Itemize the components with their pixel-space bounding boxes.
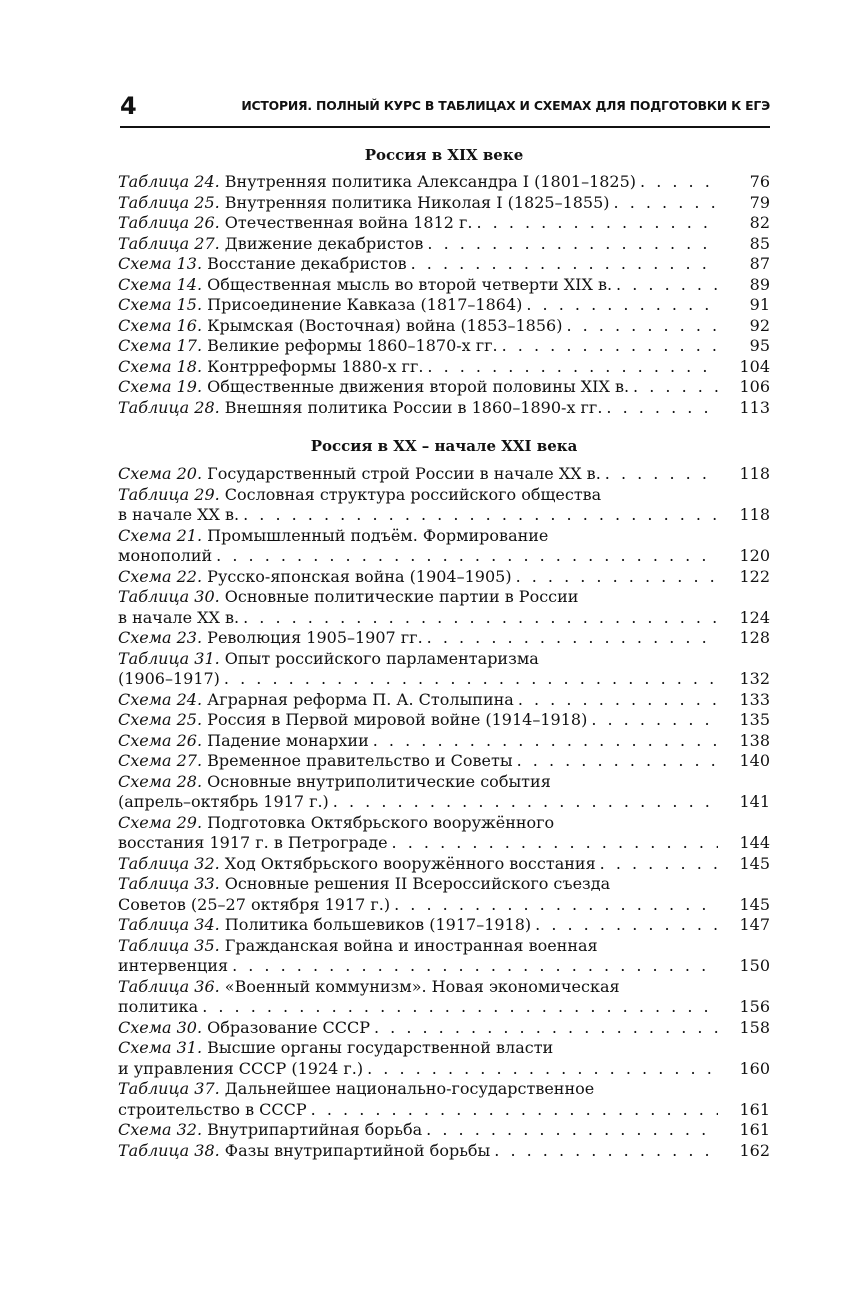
toc-entry[interactable] bbox=[118, 813, 770, 854]
toc-entry-page: 133 bbox=[739, 689, 770, 709]
toc-entry-title: Общественная мысль во второй четверти XIX в. bbox=[207, 274, 613, 294]
toc-entry[interactable] bbox=[118, 1141, 770, 1162]
dot-leader bbox=[232, 956, 718, 977]
toc-entry-page: 118 bbox=[739, 505, 770, 524]
toc-entry[interactable] bbox=[118, 193, 770, 214]
dot-leader bbox=[373, 731, 718, 752]
running-title: ИСТОРИЯ. ПОЛНЫЙ КУРС В ТАБЛИЦАХ И СХЕМАХ ДЛЯ ПОДГОТОВКИ К ЕГЭ bbox=[241, 98, 770, 113]
dot-leader bbox=[600, 854, 718, 875]
toc-entry-title: Русско-японская война (1904–1905) bbox=[207, 566, 512, 586]
toc-entry[interactable] bbox=[118, 316, 770, 337]
dot-leader bbox=[411, 254, 718, 275]
toc-entry-title: Фазы внутрипартийной борьбы bbox=[224, 1140, 491, 1160]
dot-leader bbox=[202, 997, 718, 1018]
toc-entry-label: Схема 29. bbox=[118, 812, 203, 832]
toc-entry-label: Таблица 29. bbox=[118, 484, 220, 504]
dot-leader bbox=[374, 1018, 718, 1039]
toc-entry-title: Внешняя политика России в 1860–1890-х гг. bbox=[224, 397, 603, 417]
toc-entry-page: 161 bbox=[739, 1120, 770, 1139]
toc-entry-title: Внутренняя политика Александра I (1801–1825) bbox=[224, 172, 637, 191]
toc-entry-label: Таблица 35. bbox=[118, 935, 220, 955]
toc-entry-title: Падение монархии bbox=[207, 730, 369, 750]
toc-entry-page: 85 bbox=[749, 233, 770, 253]
toc-entry-label: Таблица 26. bbox=[118, 213, 220, 232]
dot-leader bbox=[566, 316, 718, 337]
toc-entry-label: Таблица 25. bbox=[118, 192, 220, 212]
dot-leader bbox=[392, 833, 718, 854]
toc-entry-label: Таблица 30. bbox=[118, 587, 220, 606]
toc-entry-title: (1906–1917) bbox=[118, 669, 220, 688]
toc-entry-title: Внутрипартийная борьба bbox=[207, 1120, 423, 1139]
dot-leader bbox=[502, 336, 718, 357]
toc-entry[interactable] bbox=[118, 731, 770, 752]
toc-entry-page: 147 bbox=[739, 915, 770, 934]
toc-entry-title: Основные внутриполитические события bbox=[207, 771, 551, 791]
toc-entry-label: Схема 30. bbox=[118, 1017, 203, 1037]
page-header bbox=[120, 92, 770, 128]
dot-leader bbox=[426, 1120, 718, 1141]
toc-entry[interactable] bbox=[118, 874, 770, 915]
toc-entry-title: в начале XX в. bbox=[118, 607, 240, 627]
dot-leader bbox=[394, 895, 718, 916]
toc-entry-page: 138 bbox=[739, 730, 770, 750]
toc-entry-title: Движение декабристов bbox=[224, 233, 424, 253]
toc-entry-page: 124 bbox=[739, 607, 770, 627]
toc-entry-label: Схема 23. bbox=[118, 628, 203, 647]
dot-leader bbox=[311, 1100, 718, 1121]
toc-entry-title: Подготовка Октябрьского вооружённого bbox=[207, 812, 555, 832]
toc-entry-title: Основные решения II Всероссийского съезда bbox=[224, 874, 611, 893]
toc-entry[interactable] bbox=[118, 1018, 770, 1039]
toc-entry-title: Восстание декабристов bbox=[207, 254, 407, 273]
toc-entry[interactable] bbox=[118, 1079, 770, 1120]
toc-entry-page: 161 bbox=[739, 1099, 770, 1119]
toc-entry[interactable] bbox=[118, 526, 770, 567]
toc-entry-title: монополий bbox=[118, 546, 213, 565]
toc-entry-page: 135 bbox=[739, 710, 770, 729]
toc-entry[interactable] bbox=[118, 1038, 770, 1079]
toc-entry-title: Дальнейшее национально-государственное bbox=[224, 1079, 595, 1098]
toc-entry-title: Россия в Первой мировой войне (1914–1918) bbox=[207, 710, 588, 729]
toc-entry-page: 156 bbox=[739, 997, 770, 1016]
toc-entry[interactable] bbox=[118, 854, 770, 875]
toc-entry-title: Высшие органы государственной власти bbox=[207, 1038, 554, 1057]
toc-entry[interactable] bbox=[118, 275, 770, 296]
toc-entry-title: Гражданская война и иностранная военная bbox=[224, 935, 598, 955]
toc-entry[interactable] bbox=[118, 464, 770, 485]
toc-entry-page: 160 bbox=[739, 1058, 770, 1078]
toc-entry-title: Присоединение Кавказа (1817–1864) bbox=[207, 295, 523, 314]
toc-entry-title: в начале XX в. bbox=[118, 505, 240, 524]
dot-leader bbox=[614, 193, 718, 214]
toc-entry[interactable] bbox=[118, 377, 770, 398]
toc-entry-title: Образование СССР bbox=[207, 1017, 370, 1037]
toc-entry[interactable] bbox=[118, 213, 770, 234]
dot-leader bbox=[333, 792, 718, 813]
toc-entry-label: Схема 27. bbox=[118, 751, 203, 770]
toc-entry-label: Схема 31. bbox=[118, 1038, 203, 1057]
toc-entry-page: 79 bbox=[749, 192, 770, 212]
dot-leader bbox=[616, 275, 718, 296]
toc-entry-title: Советов (25–27 октября 1917 г.) bbox=[118, 894, 391, 914]
toc-entry[interactable] bbox=[118, 710, 770, 731]
dot-leader bbox=[427, 234, 718, 255]
toc-entry-page: 128 bbox=[739, 628, 770, 647]
toc-entry-page: 106 bbox=[739, 377, 770, 396]
toc-entry-label: Схема 24. bbox=[118, 689, 203, 709]
toc-entry[interactable] bbox=[118, 1120, 770, 1141]
toc-entry[interactable] bbox=[118, 977, 770, 1018]
dot-leader bbox=[216, 546, 718, 567]
toc-entry-page: 141 bbox=[739, 792, 770, 811]
toc-entry[interactable] bbox=[118, 690, 770, 711]
toc-entry-label: Схема 20. bbox=[118, 464, 203, 483]
toc-entry-label: Таблица 34. bbox=[118, 915, 220, 934]
toc-entry-label: Таблица 38. bbox=[118, 1140, 220, 1160]
toc-entry-label: Схема 14. bbox=[118, 274, 203, 294]
toc-entry-title: политика bbox=[118, 997, 199, 1016]
dot-leader bbox=[476, 213, 718, 234]
toc-entry-title: строительство в СССР bbox=[118, 1099, 307, 1119]
toc-entry-label: Схема 26. bbox=[118, 730, 203, 750]
toc-entry[interactable] bbox=[118, 357, 770, 378]
section-title: Россия в XX – начале XXI века bbox=[310, 437, 578, 455]
toc-entry-label: Схема 18. bbox=[118, 356, 203, 376]
dot-leader bbox=[517, 751, 718, 772]
toc-entry-title: Основные политические партии в России bbox=[224, 587, 579, 606]
toc-entry-label: Схема 22. bbox=[118, 566, 203, 586]
toc-entry-title: Аграрная реформа П. А. Столыпина bbox=[207, 689, 514, 709]
toc-entry-title: Крымская (Восточная) война (1853–1856) bbox=[207, 315, 563, 335]
toc-entry-page: 118 bbox=[739, 464, 770, 483]
dot-leader bbox=[243, 608, 718, 629]
toc-entry-page: 91 bbox=[749, 295, 770, 314]
dot-leader bbox=[427, 357, 718, 378]
toc-entry-title: интервенция bbox=[118, 956, 229, 975]
toc-entry-title: Великие реформы 1860–1870-х гг. bbox=[207, 336, 498, 355]
toc-entry[interactable] bbox=[118, 628, 770, 649]
toc-entry[interactable] bbox=[118, 649, 770, 690]
toc-entry-title: Промышленный подъём. Формирование bbox=[207, 525, 549, 545]
toc-entry-page: 92 bbox=[749, 315, 770, 335]
toc-entry[interactable] bbox=[118, 751, 770, 772]
dot-leader bbox=[535, 915, 718, 936]
toc-entry-label: Схема 13. bbox=[118, 254, 203, 273]
toc-entry-title: Контрреформы 1880-х гг. bbox=[207, 356, 424, 376]
toc-entry-title: и управления СССР (1924 г.) bbox=[118, 1058, 364, 1078]
toc-entry-page: 162 bbox=[739, 1140, 770, 1160]
toc-entry-title: Революция 1905–1907 гг. bbox=[207, 628, 423, 647]
dot-leader bbox=[633, 377, 718, 398]
toc-entry-label: Таблица 37. bbox=[118, 1079, 220, 1098]
toc-entry-title: восстания 1917 г. в Петрограде bbox=[118, 833, 388, 852]
toc-entry-label: Схема 28. bbox=[118, 771, 203, 791]
toc-section-20th-century bbox=[118, 464, 770, 1161]
toc-entry-page: 87 bbox=[749, 254, 770, 273]
toc-entry-page: 82 bbox=[749, 213, 770, 232]
toc-entry-label: Схема 15. bbox=[118, 295, 203, 314]
toc-entry-page: 89 bbox=[749, 274, 770, 294]
toc-entry-label: Схема 32. bbox=[118, 1120, 203, 1139]
toc-entry-label: Схема 21. bbox=[118, 525, 203, 545]
toc-entry-page: 113 bbox=[739, 397, 770, 417]
toc-entry-page: 76 bbox=[749, 172, 770, 191]
page-number: 4 bbox=[120, 92, 137, 120]
toc-entry-label: Таблица 36. bbox=[118, 976, 220, 996]
toc-entry-label: Таблица 32. bbox=[118, 853, 220, 873]
dot-leader bbox=[367, 1059, 718, 1080]
dot-leader bbox=[606, 398, 718, 419]
toc-entry-page: 140 bbox=[739, 751, 770, 770]
toc-entry[interactable] bbox=[118, 336, 770, 357]
toc-entry-label: Таблица 31. bbox=[118, 648, 220, 668]
dot-leader bbox=[605, 464, 718, 485]
toc-entry-title: Отечественная война 1812 г. bbox=[224, 213, 473, 232]
toc-entry-page: 132 bbox=[739, 669, 770, 688]
toc-entry-page: 145 bbox=[739, 853, 770, 873]
toc-entry[interactable] bbox=[118, 254, 770, 275]
toc-entry-label: Таблица 24. bbox=[118, 172, 220, 191]
toc-entry-title: Государственный строй России в начале XX в. bbox=[207, 464, 601, 483]
toc-entry-page: 122 bbox=[739, 566, 770, 586]
toc-section-19th-century bbox=[118, 172, 770, 418]
dot-leader bbox=[494, 1141, 718, 1162]
toc-entry-label: Схема 25. bbox=[118, 710, 203, 729]
toc-entry-title: Политика большевиков (1917–1918) bbox=[224, 915, 532, 934]
toc-entry-title: Внутренняя политика Николая I (1825–1855) bbox=[224, 192, 610, 212]
dot-leader bbox=[224, 669, 718, 690]
toc-entry-page: 120 bbox=[739, 546, 770, 565]
toc-entry-label: Схема 16. bbox=[118, 315, 203, 335]
toc-entry-page: 150 bbox=[739, 956, 770, 975]
header-rule bbox=[120, 126, 770, 128]
toc-entry[interactable] bbox=[118, 772, 770, 813]
toc-entry[interactable] bbox=[118, 587, 770, 628]
toc-entry-title: Общественные движения второй половины XIX в. bbox=[207, 377, 630, 396]
toc-entry[interactable] bbox=[118, 295, 770, 316]
toc-entry-page: 104 bbox=[739, 356, 770, 376]
toc-entry-title: Временное правительство и Советы bbox=[207, 751, 513, 770]
dot-leader bbox=[516, 567, 718, 588]
dot-leader bbox=[243, 505, 718, 526]
toc-entry[interactable] bbox=[118, 485, 770, 526]
toc-entry-title: Ход Октябрьского вооружённого восстания bbox=[224, 853, 596, 873]
toc-entry-title: (апрель–октябрь 1917 г.) bbox=[118, 792, 329, 811]
toc-entry[interactable] bbox=[118, 172, 770, 193]
toc-entry-page: 145 bbox=[739, 894, 770, 914]
toc-entry[interactable] bbox=[118, 398, 770, 419]
toc-entry[interactable] bbox=[118, 915, 770, 936]
toc-entry-page: 158 bbox=[739, 1017, 770, 1037]
toc-entry-title: Опыт российского парламентаризма bbox=[224, 648, 539, 668]
toc-entry[interactable] bbox=[118, 567, 770, 588]
toc-entry-title: Сословная структура российского общества bbox=[224, 484, 602, 504]
toc-entry-label: Схема 17. bbox=[118, 336, 203, 355]
dot-leader bbox=[427, 628, 718, 649]
section-title: Россия в XIX веке bbox=[364, 146, 524, 164]
toc-entry-page: 95 bbox=[749, 336, 770, 355]
dot-leader bbox=[518, 690, 718, 711]
toc-entry-page: 144 bbox=[739, 833, 770, 852]
toc-entry[interactable] bbox=[118, 234, 770, 255]
dot-leader bbox=[640, 172, 718, 193]
dot-leader bbox=[591, 710, 718, 731]
toc-entry-label: Таблица 27. bbox=[118, 233, 220, 253]
toc-entry-label: Схема 19. bbox=[118, 377, 203, 396]
toc-entry[interactable] bbox=[118, 936, 770, 977]
toc-entry-label: Таблица 33. bbox=[118, 874, 220, 893]
toc-entry-label: Таблица 28. bbox=[118, 397, 220, 417]
toc-entry-title: «Военный коммунизм». Новая экономическая bbox=[224, 976, 620, 996]
dot-leader bbox=[526, 295, 718, 316]
